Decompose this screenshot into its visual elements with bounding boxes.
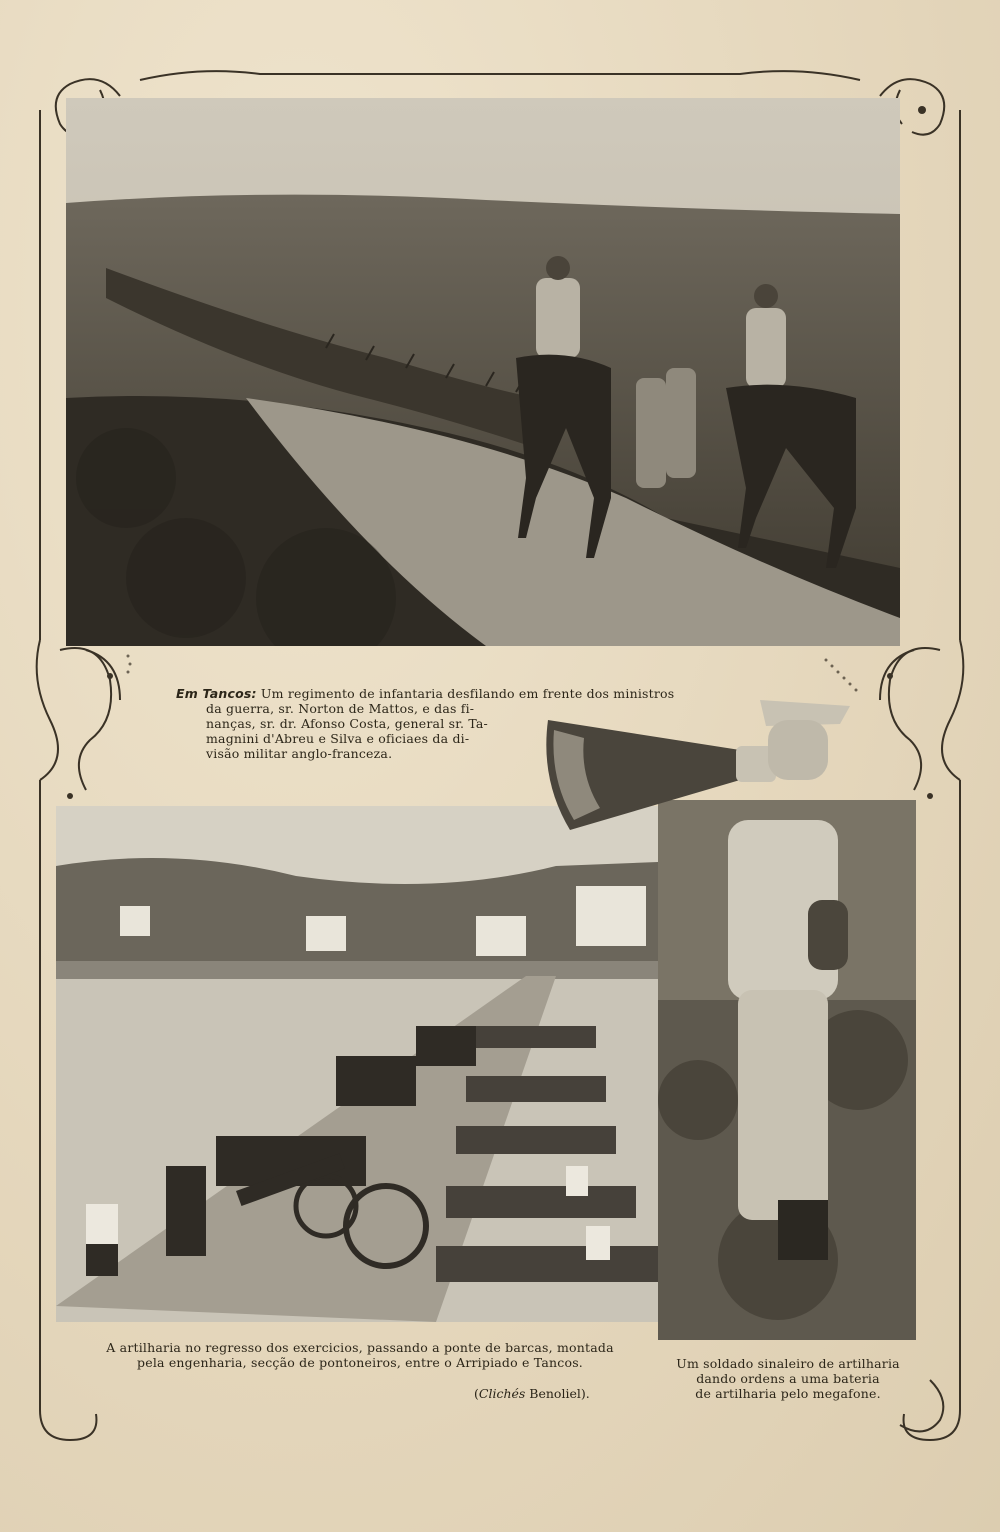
caption-line-2: pela engenharia, secção de pontoneiros, entre o Arripiado e Tancos. [137,1355,583,1370]
credit-cliches: Clichés [478,1386,526,1401]
caption-line-4: magnini d'Abreu e Silva e oficiaes da di- [206,731,470,746]
caption-line-3: de artilharia pelo megafone. [695,1386,881,1401]
caption-line-2: dando ordens a uma bateria [696,1371,880,1386]
caption-line-1: Um soldado sinaleiro de artilharia [676,1356,900,1371]
credit-photographer: Benoliel). [525,1386,590,1401]
photo-pontoon-bridge [56,806,658,1322]
caption-signal-soldier [664,1356,912,1401]
caption-line-2: da guerra, sr. Norton de Mattos, e das fi- [206,701,475,716]
caption-line-3: nanças, sr. dr. Afonso Costa, general sr. Ta- [206,716,488,731]
photo-signal-soldier [658,800,916,1340]
caption-line-1: A artilharia no regresso dos exercicios, passando a ponte de barcas, montada [106,1340,614,1355]
caption-location-lead: Em Tancos: [176,686,257,701]
photo-infantry-regiment [66,98,900,646]
caption-pontoon-bridge [60,1340,660,1370]
caption-line-1: Um regimento de infantaria desfilando em frente dos ministros [256,686,675,701]
caption-line-5: visão militar anglo-franceza. [206,746,393,761]
photo-credit: (Clichés Benoliel). [474,1386,590,1401]
megaphone-figure [540,680,860,840]
